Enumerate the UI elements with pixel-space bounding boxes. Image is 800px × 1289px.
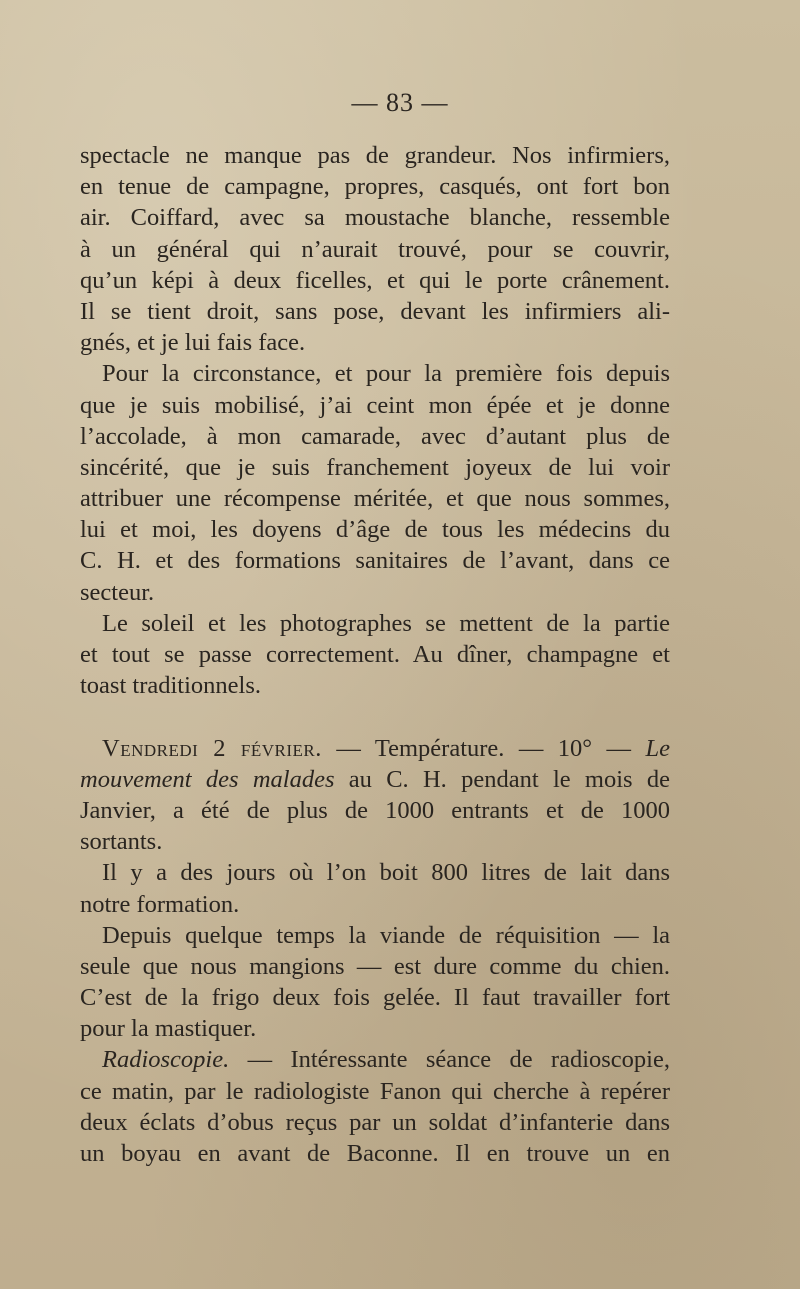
- text-line: lui et moi, les doyens d’âge de tous les médecins du: [80, 516, 670, 544]
- text-line: pour la mastiquer.: [80, 1015, 257, 1043]
- text-line: ce matin, par le radiologiste Fanon qui cherche à repérer: [80, 1077, 670, 1105]
- entry-line-1: au C. H. pendant le mois de: [334, 765, 670, 793]
- text-line: air. Coiffard, avec sa moustache blanche, ressemble: [80, 204, 670, 232]
- radioscopie-text: — Intéressante séance de radioscopie,: [229, 1046, 670, 1074]
- text-line: spectacle ne manque pas de grandeur. Nos infirmiers,: [80, 142, 670, 169]
- text-line: gnés, et je lui fais face.: [80, 329, 306, 357]
- text-line: secteur.: [80, 578, 155, 606]
- body-text: [80, 140, 670, 1169]
- text-line: qu’un képi à deux ficelles, et qui le porte crânement.: [80, 266, 670, 294]
- text-line: C’est de la frigo deux fois gelée. Il faut travailler fort: [80, 984, 670, 1012]
- page-number: — 83 —: [351, 88, 449, 117]
- text-line: que je suis mobilisé, j’ai ceint mon épée et je donne: [80, 391, 670, 419]
- paragraph-gap: [80, 701, 670, 732]
- text-line: à un général qui n’aurait trouvé, pour se couvrir,: [80, 235, 670, 263]
- text-line: l’accolade, à mon camarade, avec d’autant plus de: [80, 422, 670, 450]
- text-line: deux éclats d’obus reçus par un soldat d’infanterie dans: [80, 1108, 670, 1136]
- entry-temperature: — Température. — 10° —: [321, 734, 646, 762]
- text-line: sincérité, que je suis franchement joyeux de lui voir: [80, 453, 670, 481]
- radioscopie-heading: Radioscopie.: [102, 1046, 230, 1074]
- text-line: et tout se passe correctement. Au dîner, champagne et: [80, 641, 670, 668]
- entry-italic-heading: mouvement des malades: [80, 765, 335, 793]
- text-line: seule que nous mangions — est dure comme du chien.: [80, 952, 670, 980]
- text-line: Le soleil et les photographes se mettent de la partie: [102, 609, 670, 637]
- text-line: [80, 764, 670, 795]
- entry-date: Vendredi 2 février.: [102, 734, 322, 762]
- text-line: [80, 1044, 670, 1075]
- text-line: notre formation.: [80, 890, 240, 918]
- entry-heading-line: [80, 733, 670, 764]
- text-line: attribuer une récompense méritée, et que nous sommes,: [80, 485, 670, 513]
- text-line: Pour la circonstance, et pour la première fois depuis: [102, 360, 670, 388]
- text-line: un boyau en avant de Baconne. Il en trouve un en: [80, 1140, 670, 1167]
- text-line: toast traditionnels.: [80, 672, 261, 700]
- text-line: Depuis quelque temps la viande de réquisition — la: [102, 921, 670, 949]
- text-line: sortants.: [80, 828, 163, 856]
- text-line: C. H. et des formations sanitaires de l’avant, dans ce: [80, 547, 670, 575]
- entry-italic-heading-part: Le: [645, 734, 670, 762]
- text-line: Il y a des jours où l’on boit 800 litres de lait dans: [102, 859, 670, 887]
- text-line: en tenue de campagne, propres, casqués, ont fort bon: [80, 173, 670, 201]
- text-line: Il se tient droit, sans pose, devant les infirmiers ali-: [80, 297, 670, 325]
- text-line: Janvier, a été de plus de 1000 entrants et de 1000: [80, 796, 670, 824]
